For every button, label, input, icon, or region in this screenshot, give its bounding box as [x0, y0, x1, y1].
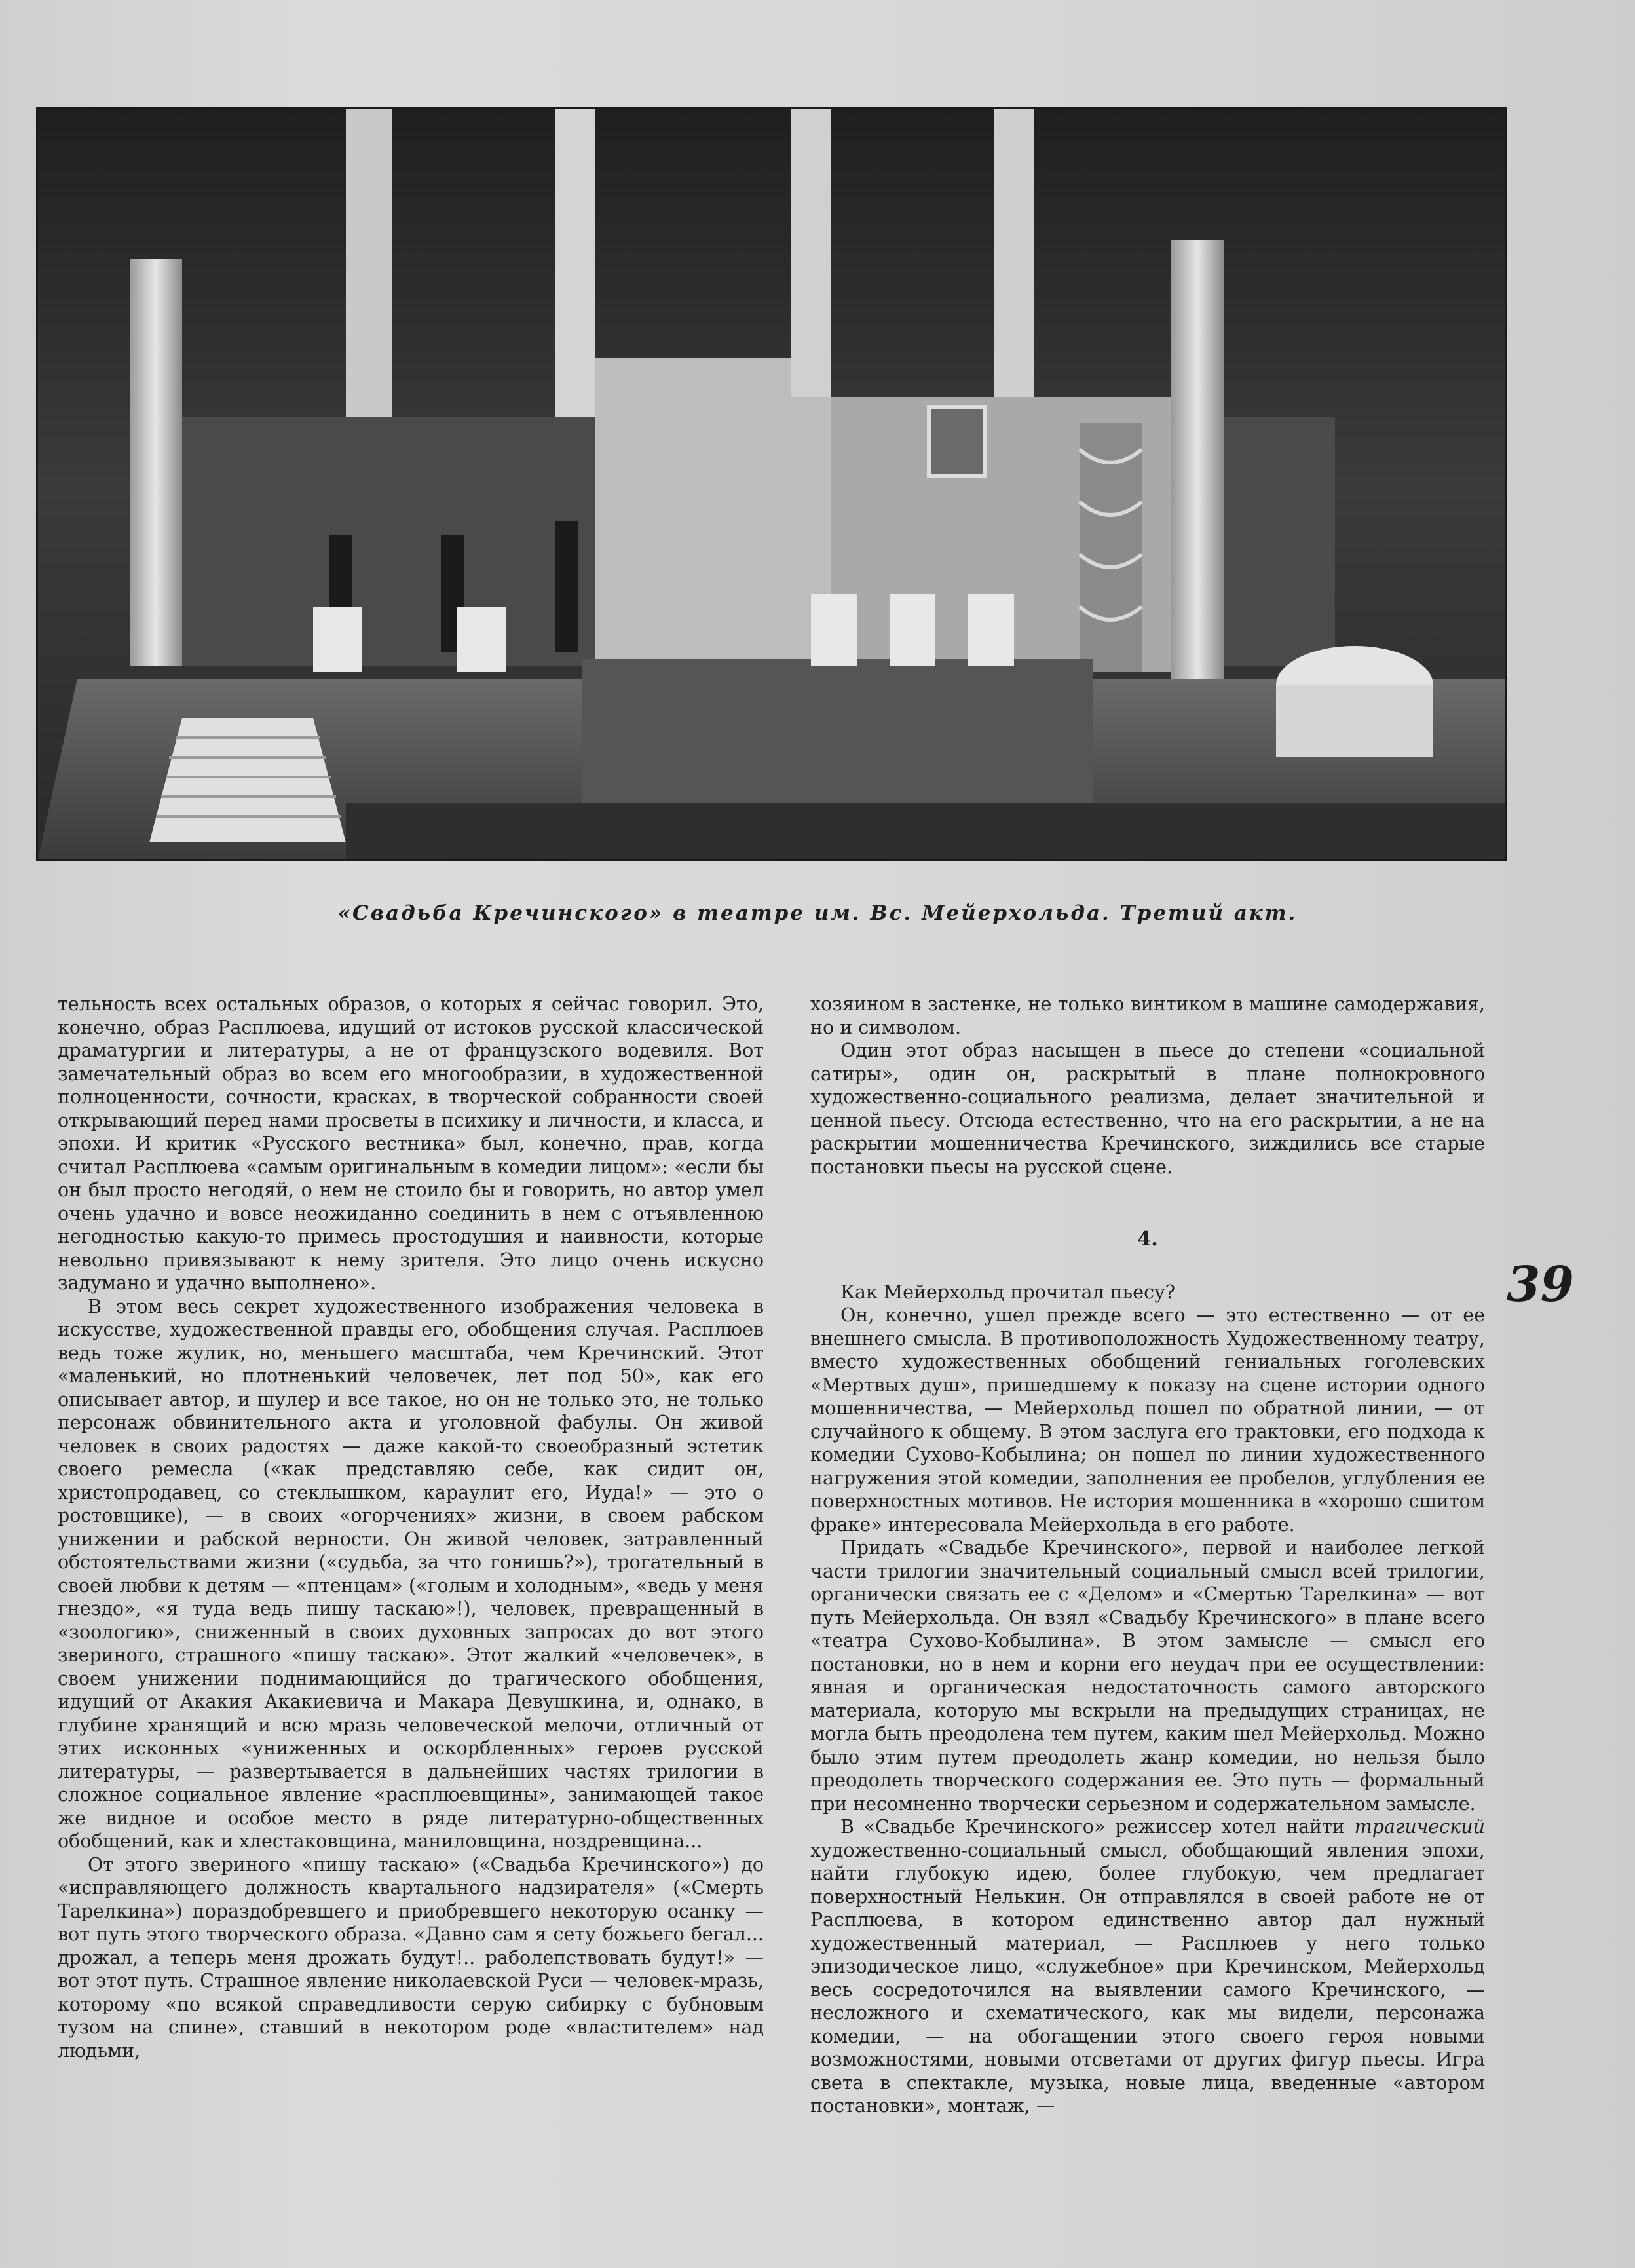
section-number: 4. — [1137, 1228, 1158, 1251]
right-column — [810, 992, 1485, 2118]
paragraph: тельность всех остальных образов, о которых я сейчас говорил. Это, конечно, образ Расплюева, идущий от истоков русской классической драматургии и литературы, а не от французского водевиля. Вот замечательный образ во всем его многообразии, в художественной полноценности, сочности, красках, в творческой собранности своей открывающий перед нами просветы в психику и личности, и класса, и эпохи. И критик «Русского вестника» был, конечно, прав, когда считал Расплюева «самым оригинальным в комедии лицом»: «если бы он был просто негодяй, о нем не стоило бы и говорить, но автор умел очень удачно и вовсе неожиданно соединить в нем с отъявленною негодностью какую-то примесь простодушия и наивности, которые невольно привязывают к нему зрителя. Это лицо очень искусно задумано и удачно выполнено». — [58, 993, 764, 1294]
paragraph: Как Мейерхольд прочитал пьесу? — [840, 1281, 1176, 1303]
stage-scene-image — [38, 109, 1505, 859]
paragraph: Один этот образ насыщен в пьесе до степени «социальной сатиры», один он, раскрытый в плане полнокровного художественно-социального реализма, делает значительной и ценной пьесу. Отсюда естественно, что на его раскрытии, а не на раскрытии мошенничества Кречинского, зиждились все старые постановки пьесы на русской сцене. — [810, 1040, 1485, 1178]
left-column — [58, 992, 764, 2062]
paragraph: Он, конечно, ушел прежде всего — это естественно — от ее внешнего смысла. В противоположность Художественному театру, вместо художественных обобщений гениальных гоголевских «Мертвых душ», пришедшему к показу на сцене истории одного мошенничества, — Мейерхольд пошел по обратной линии, — от случайного к общему. В этом заслуга его трактовки, его подхода к комедии Сухово-Кобылина; он пошел по линии художественного нагружения этой комедии, заполнения ее пробелов, углубления ее поверхностных мотивов. Не история мошенника в «хорошо сшитом фраке» интересовала Мейерхольда в его работе. — [810, 1304, 1485, 1536]
paragraph: Придать «Свадьбе Кречинского», первой и наиболее легкой части трилогии значительный социальный смысл всей трилогии, органически связать ее с «Делом» и «Смертью Тарелкина» — вот путь Мейерхольда. Он взял «Свадьбу Кречинского» в плане всего «театра Сухово-Кобылина». В этом замысле — смысл его постановки, но в нем и корни его неудач при ее осуществлении: явная и органическая недостаточность самого авторского материала, которую мы вскрыли на предыдущих страницах, не могла быть преодолена тем путем, каким шел Мейерхольд. Можно было этим путем преодолеть жанр комедии, но нельзя было преодолеть творческого содержания ее. Это путь — формальный при несомненно творчески серьезном и содержательном замысле. — [810, 1537, 1485, 1815]
text-run: В «Свадьбе Кречинского» режиссер хотел найти — [840, 1816, 1355, 1838]
paragraph: От этого звериного «пишу таскаю» («Свадьба Кречинского») до «исправляющего должность квартального надзирателя» («Смерть Тарелкина») пораздобревшего и приобревшего некоторую осанку — вот путь этого творческого образа. «Давно сам я сету божьего бегал... дрожал, а теперь меня дрожать будут!.. раболепствовать будут!» — вот этот путь. Страшное явление николаевской Руси — человек-мразь, которому «по всякой справедливости серую сибирку с бубновым тузом на спине», ставший в некотором роде «властителем» над людьми, — [58, 1853, 764, 2062]
paragraph: В этом весь секрет художественного изображения человека в искусстве, художественной правды его, обобщения случая. Расплюев ведь тоже жулик, но, меньшего масштаба, чем Кречинский. Этот «маленький, но плотненький человечек, лет под 50», как его описывает автор, и шулер и все такое, но он не только это, не только персонаж обвинительного акта и уголовной фабулы. Он живой человек в своих радостях — даже какой-то своеобразный эстетик своего ремесла («как представляю себе, как сидит он, христопродавец, со стеклышком, караулит его, Иуда!» — это о ростовщике), — в своих «огорчениях» жизни, в своем рабском унижении и рабской верности. Он живой человек, затравленный обстоятельствами жизни («судьба, за что гонишь?»), трогательный в своей любви к детям — «птенцам» («голым и холодным», «ведь у меня гнездо», «я туда ведь пишу таскаю»!), человек, превращенный в «зоологию», сниженный в своих духовных запросах до вот этого звериного, страшного «пишу таскаю». Этот жалкий «человечек», в своем унижении поднимающийся до трагического обобщения, идущий от Акакия Акакиевича и Макара Девушкина, и, однако, в глубине хранящий и всю мразь человеческой мелочи, отличный от этих исконных «униженных и оскорбленных» героев русской литературы, — развертывается в дальнейших частях трилогии в сложное социальное явление «расплюевщины», занимающей такое же видное и особое место в ряде литературно-общественных обобщений, как и хлестаковщина, маниловщина, ноздревщина... — [58, 1295, 764, 1852]
paragraph — [810, 1815, 1485, 2118]
page-number: 39 — [1507, 1257, 1574, 1313]
text-run: художественно-социальный смысл, обобщающий явления эпохи, найти глубокую идею, более глубокую, чем предлагает поверхностный Нелькин. Он отправлялся в своей работе не от Расплюева, в котором единственно автор дал нужный художественный материал, — Расплюев у него только эпизодическое лицо, «служебное» при Кречинском, Мейерхольд весь сосредоточился на выявлении самого Кречинского, — несложного и схематического, как мы видели, персонажа комедии, — на обогащении этого своего героя новыми возможностями, новыми отсветами от других фигур пьесы. Игра света в спектакле, музыка, новые лица, введенные «автором постановки», монтаж, — — [810, 1839, 1485, 2117]
stage-photograph — [36, 107, 1507, 861]
paragraph: хозяином в застенке, не только винтиком в машине самодержавия, но и символом. — [810, 993, 1485, 1038]
emphasis: трагический — [1354, 1816, 1485, 1838]
photo-caption: «Свадьба Кречинского» в театре им. Вс. Мейерхольда. Третий акт. — [337, 901, 1298, 925]
